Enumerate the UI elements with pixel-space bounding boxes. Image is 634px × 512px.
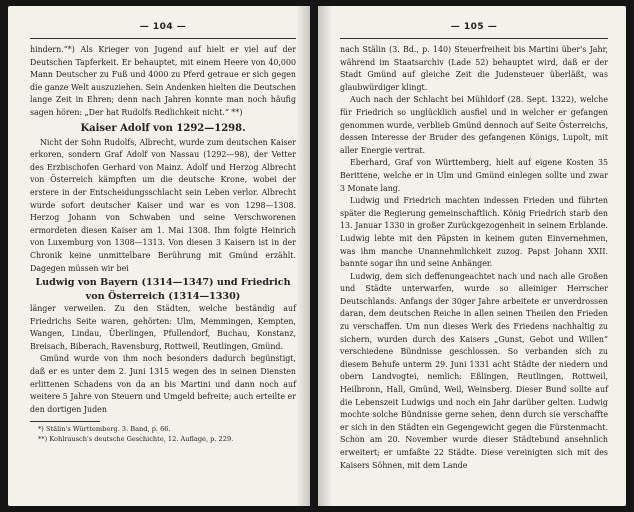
gutter-shadow [296, 6, 310, 506]
paragraph: Auch nach der Schlacht bei Mühldorf (28. Sept. 1322), welche für Friedrich so unglücklich ausfiel und in welcher er gefangen genommen wurde, verblieb Gmünd dennoch auf Seite Österreichs, dessen Interesse der Bruder des gefangenen Königs, Lupolt, mit aller Energie vertrat. [340, 95, 608, 155]
paragraph: Ludwig und Friedrich machten indessen Frieden und führten später die Regierung gemeinschaftlich. König Friedrich starb den 13. Januar 1330 in großer Zurückgezogenheit in seinem Erblande. Ludwig lebte mit den Päpsten in keinem guten Einvernehmen, was ihm manche Unannehmlichkeit zuzog. Papst Johann XXII. bannte sogar ihn und seine Anhänger. [340, 196, 608, 269]
paragraph: hindern.“*) Als Krieger von Jugend auf hielt er viel auf der Deutschen Tapferkeit. Er behauptet, mit einem Heere von 40,000 Mann Deutscher zu Fuß und 4000 zu Pferd getraue er sich gegen die ganze Welt auszuziehen. Sein Andenken hielten die Deutschen lange Zeit in Ehren; denn nach Jahren konnte man noch häufig sagen hören: „Der hat Rudolfs Redlichkeit nicht.“ **) [30, 45, 296, 117]
header-rule [340, 38, 608, 39]
page-number: — 105 — [450, 22, 498, 32]
section-heading: Ludwig von Bayern (1314—1347) und Friedrich [35, 277, 291, 289]
paragraph: Gmünd wurde von ihm noch besonders dadurch begünstigt, daß er es unter dem 2. Juni 1315 wegen des in seinen Diensten erlittenen Schadens von da an bis Martini und dann noch auf weitere 5 Jahre von Steuern und Umgeld befreite; auch erteilte er den dortigen Juden [30, 354, 296, 414]
footnote: *) Stälin's Württemberg. 3. Band, p. 66. [38, 425, 171, 434]
paragraph: Eberhard, Graf von Württemberg, hielt auf eigene Kosten 35 Berittene, welche er in Ulm und Gmünd einlegen sollte und zwar 3 Monate lang. [340, 158, 608, 193]
footnote: **) Kohlrausch's deutsche Geschichte, 12. Auflage, p. 229. [38, 435, 234, 444]
paragraph: Nicht der Sohn Rudolfs, Albrecht, wurde zum deutschen Kaiser erkoren, sondern Graf Adolf von Nassau (1292—98), der Vetter des Erzbischofen Gerhard von Mainz. Adolf und Herzog Albrecht von Österreich kämpften um die deutsche Krone, wobei der erstere in der Entscheidungsschlacht sein Leben verlor. Albrecht wurde sofort deutscher Kaiser und war es von 1298—1308. Herzog Johann von Schwaben und seine Verschworenen ermordeten diesen Kaiser am 1. Mai 1308. Ihm folgte Heinrich von Luxemburg von 1308—1313. Von diesen 3 Kaisern ist in der Chronik keine unmittelbare Berührung mit Gmünd erzählt. Dagegen müssen wir bei [30, 137, 296, 273]
page-number: — 104 — [139, 22, 187, 32]
gutter-shadow [318, 6, 332, 506]
left-page [8, 6, 310, 506]
section-heading-continued: von Österreich (1314—1330) [85, 291, 241, 303]
paragraph: nach Stälin (3. Bd., p. 140) Steuerfreiheit bis Martini über's Jahr, während im Staatsarchiv (Lade 52) behauptet wird, daß er der Stadt Gmünd auf gleiche Zeit die Judensteuer überläßt, was glaubwürdiger klingt. [340, 45, 608, 92]
header-rule [30, 38, 296, 39]
paragraph: Ludwig, dem sich deffenungeachtet nach und nach alle Großen und Städte unterwarfen, wurde so alleiniger Herrscher Deutschlands. Anfangs der 30ger Jahre arbeitete er unverdrossen daran, dem deutschen Reiche in allen seinen Theilen den Frieden zu verschaffen. Um nun dieses Werk des Friedens nachhaltig zu sichern, wurden durch des Kaisers „Gunst, Gebot und Willen“ verschiedene Bündnisse geschlossen. So verbanden sich zu diesem Behufe unterm 29. Juni 1331 acht Städte der niedern und obern Landvogtei, nemlich: Eßlingen, Reutlingen, Rottweil, Heilbronn, Hall, Gmünd, Weil, Weinsberg. Dieser Bund sollte auf die Lebenszeit Ludwigs und noch ein Jahr darüber gelten. Ludwig mochte solche Bündnisse gerne sehen, denn durch sie verschaffte er sich in den Städten ein Gegengewicht gegen die Fürstenmacht. Schon am 20. November wurde dieser Städtebund ansehnlich erweitert; er umfaßte 22 Städte. Diese vereinigten sich mit des Kaisers Söhnen, mit dem Lande [340, 271, 608, 470]
right-page [318, 6, 626, 506]
paragraph: länger verweilen. Zu den Städten, welche beständig auf Friedrichs Seite waren, gehörten: Ulm, Memmingen, Kempten, Wangen, Lindau, Überlingen, Pfullendorf, Buchau, Konstanz, Breisach, Biberach, Ravensburg, Rottweil, Reutlingen, Gmünd. [30, 304, 296, 351]
footnote-rule [30, 421, 100, 422]
section-heading: Kaiser Adolf von 1292—1298. [80, 122, 246, 134]
